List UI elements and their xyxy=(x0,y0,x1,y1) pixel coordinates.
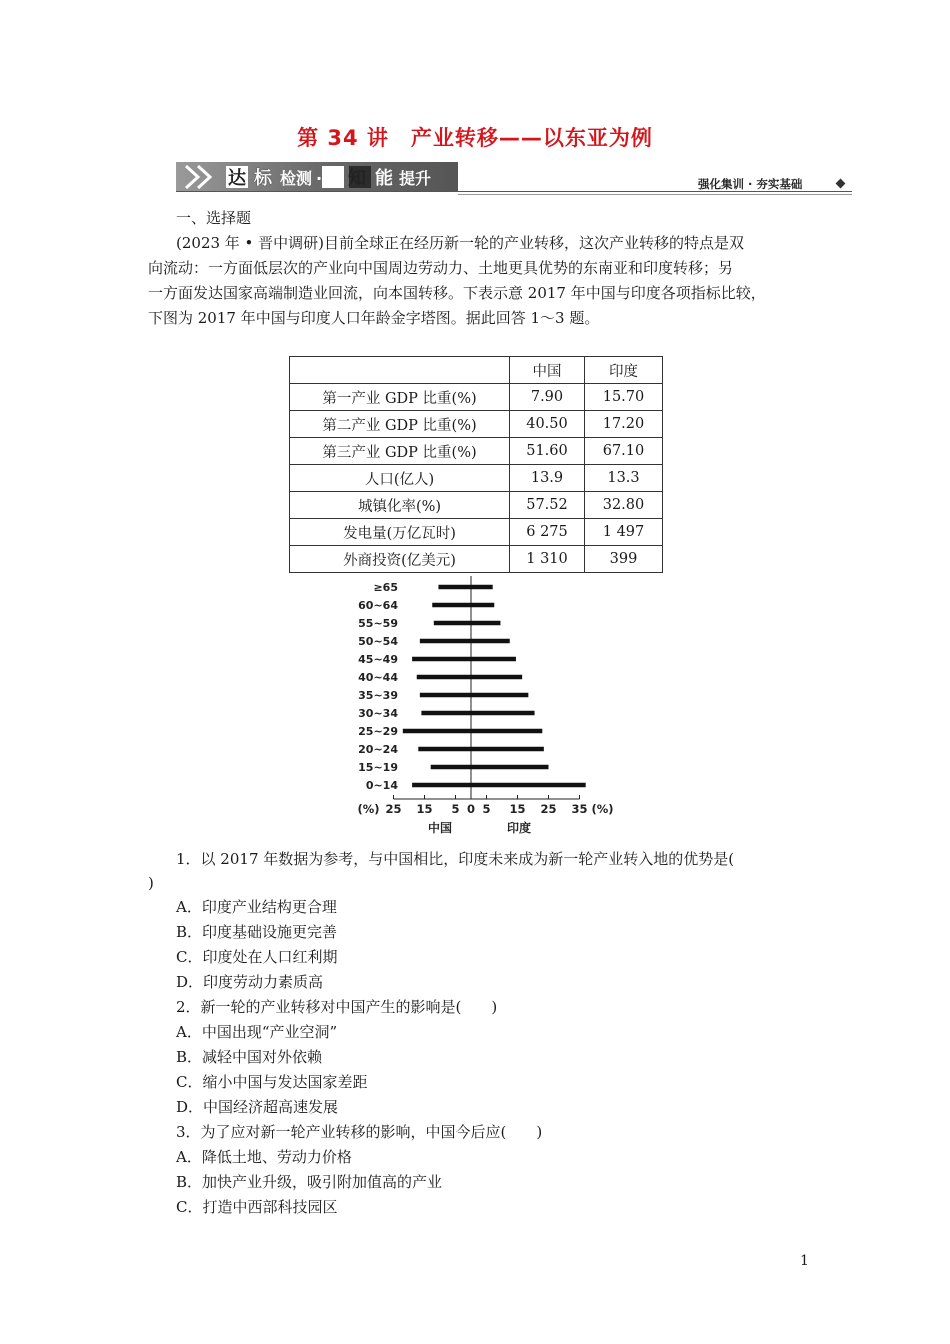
table-header-cell xyxy=(290,357,510,384)
table-row xyxy=(290,438,663,465)
table-cell: 399 xyxy=(585,546,663,573)
diamond-icon xyxy=(836,179,846,189)
tick-label: 25 xyxy=(385,802,402,816)
table-cell: 32.80 xyxy=(585,492,663,519)
age-group-label: 55~59 xyxy=(358,617,398,630)
bar-india xyxy=(471,585,493,590)
bar-india xyxy=(471,675,522,680)
indicator-table xyxy=(289,356,663,573)
bar-china xyxy=(412,783,471,788)
axis-unit-left: (%) xyxy=(357,802,380,816)
bar-china xyxy=(421,711,471,716)
question-2-option-a[interactable]: A．中国出现“产业空洞” xyxy=(176,1023,338,1041)
question-3-stem: 3．为了应对新一轮产业转移的影响，中国今后应( ) xyxy=(176,1123,543,1141)
section-heading: 一、选择题 xyxy=(176,209,252,227)
age-group-label: 15~19 xyxy=(358,761,398,774)
age-group-label: 30~34 xyxy=(358,707,398,720)
bar-china xyxy=(403,729,471,734)
bar-india xyxy=(471,621,500,626)
age-group-label: 25~29 xyxy=(358,725,398,738)
table-cell: 17.20 xyxy=(585,411,663,438)
tick-label: 5 xyxy=(482,802,491,816)
table-cell: 第三产业 GDP 比重(%) xyxy=(290,438,510,465)
banner-dot: · xyxy=(316,169,323,188)
bar-china xyxy=(420,639,471,644)
tick-label: 0 xyxy=(466,802,476,816)
table-row xyxy=(290,546,663,573)
bar-india xyxy=(471,783,586,788)
question-1-option-c[interactable]: C．印度处在人口红利期 xyxy=(176,948,338,966)
intro-line-3: 一方面发达国家高端制造业回流，向本国转移。下表示意 2017 年中国与印度各项指标比较， xyxy=(148,284,766,302)
bar-china xyxy=(412,657,471,662)
table-cell: 6 275 xyxy=(510,519,585,546)
tick-label: 25 xyxy=(540,802,557,816)
age-group-label: 50~54 xyxy=(358,635,398,648)
question-2-stem: 2．新一轮的产业转移对中国产生的影响是( ) xyxy=(176,998,498,1016)
bar-china xyxy=(438,585,471,590)
bar-china xyxy=(420,693,471,698)
axis-unit-right: (%) xyxy=(591,802,614,816)
table-header-cell: 中国 xyxy=(510,357,585,384)
tick-label: 5 xyxy=(451,802,460,816)
table-row xyxy=(290,384,663,411)
table-cell: 城镇化率(%) xyxy=(290,492,510,519)
banner-text-tisheng: 提升 xyxy=(399,169,432,188)
bar-china xyxy=(432,603,471,608)
question-1-option-b[interactable]: B．印度基础设施更完善 xyxy=(176,923,338,941)
question-3-option-a[interactable]: A．降低土地、劳动力价格 xyxy=(176,1148,352,1166)
bar-india xyxy=(471,693,528,698)
age-group-label: 20~24 xyxy=(358,743,398,756)
bar-india xyxy=(471,747,544,752)
table-cell: 7.90 xyxy=(510,384,585,411)
bar-india xyxy=(471,729,542,734)
table-cell: 1 497 xyxy=(585,519,663,546)
banner-char-biao: 标 xyxy=(254,168,272,189)
age-group-label: 40~44 xyxy=(358,671,398,684)
banner-char-zhi: 知 xyxy=(348,168,366,189)
table-cell: 第二产业 GDP 比重(%) xyxy=(290,411,510,438)
table-cell: 人口(亿人) xyxy=(290,465,510,492)
x-label-china: 中国 xyxy=(427,821,453,835)
table-header-cell: 印度 xyxy=(585,357,663,384)
table-cell: 13.9 xyxy=(510,465,585,492)
age-group-label: ≥65 xyxy=(373,581,398,594)
question-2-option-c[interactable]: C．缩小中国与发达国家差距 xyxy=(176,1073,368,1091)
age-group-label: 35~39 xyxy=(358,689,398,702)
page-title: 第 34 讲 产业转移——以东亚为例 xyxy=(297,126,653,150)
intro-line-1: (2023 年 • 晋中调研)目前全球正在经历新一轮的产业转移，这次产业转移的特点是双 xyxy=(176,234,745,252)
table-cell: 57.52 xyxy=(510,492,585,519)
bar-india xyxy=(471,657,516,662)
table-cell: 51.60 xyxy=(510,438,585,465)
table-cell: 67.10 xyxy=(585,438,663,465)
table-header-row xyxy=(290,357,663,384)
age-group-label: 60~64 xyxy=(358,599,398,612)
table-cell: 1 310 xyxy=(510,546,585,573)
question-3-option-b[interactable]: B．加快产业升级，吸引附加值高的产业 xyxy=(176,1173,443,1191)
question-1-option-a[interactable]: A．印度产业结构更合理 xyxy=(176,898,337,916)
question-2-option-d[interactable]: D．中国经济超高速发展 xyxy=(176,1098,339,1116)
banner-text-jiance: 检测 xyxy=(280,169,313,188)
table-row xyxy=(290,411,663,438)
table-cell: 发电量(万亿瓦时) xyxy=(290,519,510,546)
tick-label: 35 xyxy=(571,802,588,816)
table-cell: 外商投资(亿美元) xyxy=(290,546,510,573)
bar-india xyxy=(471,639,510,644)
section-tag: 强化集训 · 夯实基础 xyxy=(698,177,803,191)
age-group-label: 45~49 xyxy=(358,653,398,666)
population-pyramid-chart xyxy=(330,574,650,844)
age-group-label: 0~14 xyxy=(365,779,398,792)
question-1-option-d[interactable]: D．印度劳动力素质高 xyxy=(176,973,324,991)
question-2-option-b[interactable]: B．减轻中国对外依赖 xyxy=(176,1048,323,1066)
table-cell: 第一产业 GDP 比重(%) xyxy=(290,384,510,411)
question-1-stem: 1．以 2017 年数据为参考，与中国相比，印度未来成为新一轮产业转入地的优势是( xyxy=(176,850,735,868)
table-cell: 40.50 xyxy=(510,411,585,438)
bar-china xyxy=(431,765,471,770)
intro-line-2: 向流动：一方面低层次的产业向中国周边劳动力、土地更具优势的东南亚和印度转移；另 xyxy=(148,259,734,277)
x-label-india: 印度 xyxy=(506,821,532,835)
table-cell: 13.3 xyxy=(585,465,663,492)
intro-line-4: 下图为 2017 年中国与印度人口年龄金字塔图。据此回答 1～3 题。 xyxy=(148,309,600,327)
tick-label: 15 xyxy=(509,802,526,816)
bar-china xyxy=(434,621,471,626)
table-row xyxy=(290,492,663,519)
bar-india xyxy=(471,603,494,608)
banner-char-neng: 能 xyxy=(375,168,393,189)
bar-india xyxy=(471,765,549,770)
bar-india xyxy=(471,711,535,716)
table-row xyxy=(290,519,663,546)
banner-char-da: 达 xyxy=(228,168,246,189)
bar-china xyxy=(417,675,471,680)
question-3-option-c[interactable]: C．打造中西部科技园区 xyxy=(176,1198,338,1216)
table-cell: 15.70 xyxy=(585,384,663,411)
tick-label: 15 xyxy=(416,802,433,816)
bar-china xyxy=(418,747,471,752)
page-number: 1 xyxy=(800,1253,809,1269)
header-rule-secondary xyxy=(458,194,852,195)
table-row xyxy=(290,465,663,492)
question-1-stem-cont: ) xyxy=(148,874,154,892)
